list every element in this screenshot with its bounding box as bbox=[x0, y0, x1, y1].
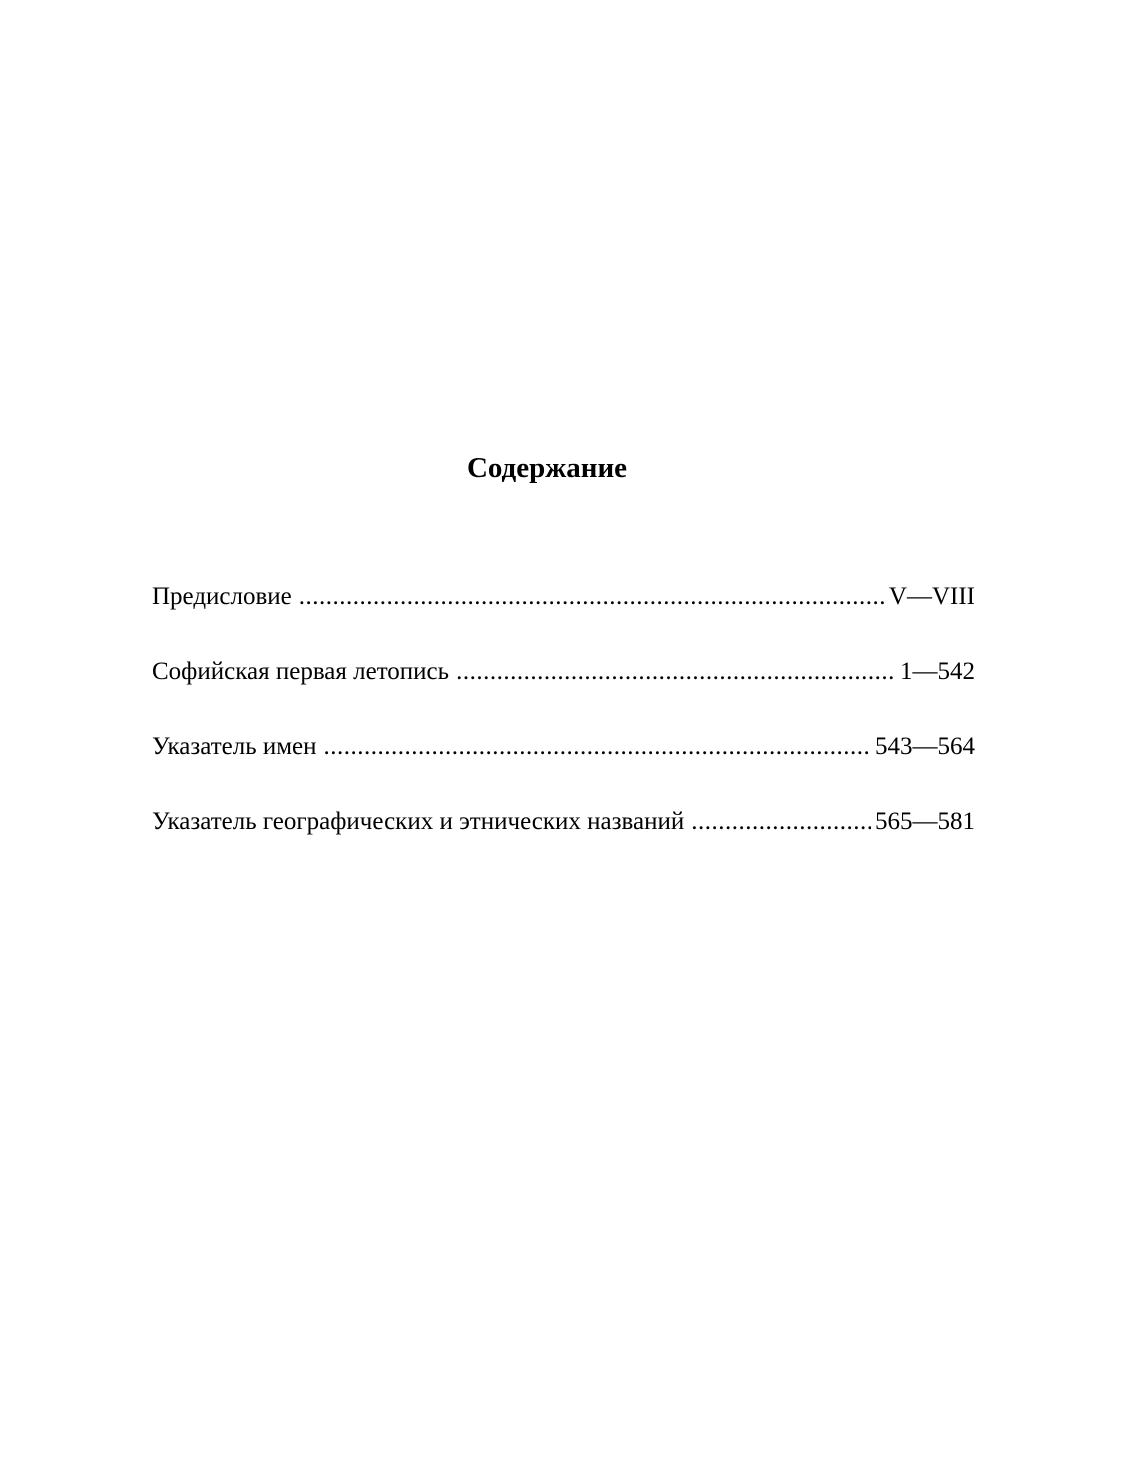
toc-entry-place-index bbox=[152, 805, 975, 880]
toc-entry-label: Софийская первая летопись bbox=[152, 658, 450, 685]
dot-leader bbox=[299, 580, 885, 614]
dot-leader bbox=[324, 730, 871, 764]
toc-entry-preface bbox=[152, 580, 975, 655]
page-title: Содержание bbox=[466, 452, 628, 484]
toc-entry-pages: V—VIII bbox=[888, 583, 975, 610]
toc-entry-label: Предисловие bbox=[152, 583, 292, 610]
toc-entry-label: Указатель имен bbox=[152, 733, 317, 760]
toc-entry-chronicle bbox=[152, 655, 975, 730]
dot-leader bbox=[456, 655, 896, 689]
toc-entry-pages: 565—581 bbox=[875, 808, 975, 835]
toc-entry-pages: 543—564 bbox=[875, 733, 975, 760]
table-of-contents bbox=[152, 580, 975, 880]
toc-entry-label: Указатель географических и этнических названий bbox=[152, 808, 685, 835]
toc-entry-pages: 1—542 bbox=[900, 658, 975, 685]
dot-leader bbox=[691, 805, 871, 839]
toc-entry-name-index bbox=[152, 730, 975, 805]
